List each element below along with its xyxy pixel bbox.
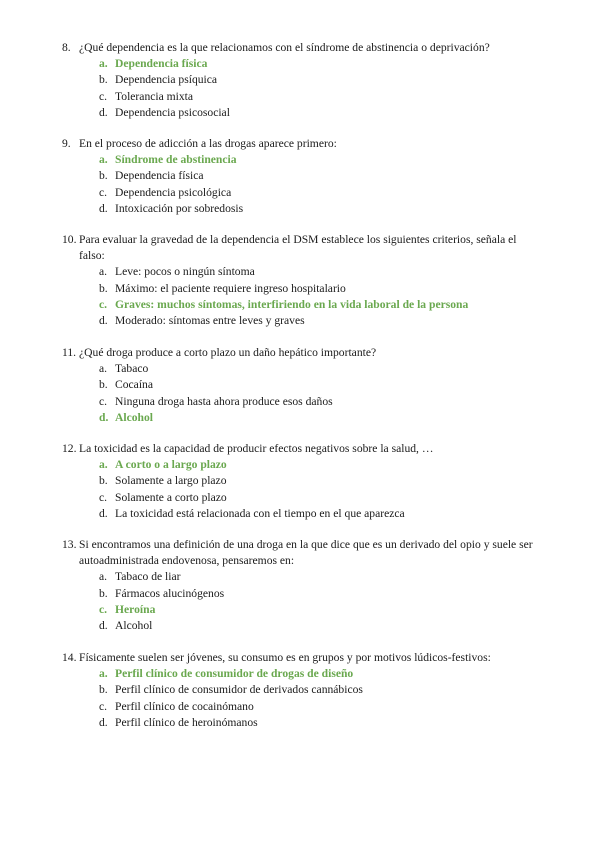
- answer-option: [62, 586, 544, 602]
- option-text: Solamente a largo plazo: [115, 474, 227, 488]
- answer-option-correct: [62, 410, 544, 426]
- question-number: 9.: [62, 137, 71, 150]
- question-block: [62, 537, 544, 634]
- question-text: [62, 650, 544, 666]
- answer-options: [62, 152, 544, 217]
- answer-options: [62, 361, 544, 426]
- option-text: La toxicidad está relacionada con el tiempo en el que aparezca: [115, 506, 405, 520]
- answer-option: [62, 264, 544, 280]
- answer-option: [62, 618, 544, 634]
- option-letter: d.: [99, 410, 109, 424]
- question-statement: En el proceso de adicción a las drogas aparece primero:: [79, 137, 337, 150]
- answer-options: [62, 56, 544, 121]
- answer-option: [62, 89, 544, 105]
- option-text: Síndrome de abstinencia: [115, 153, 237, 167]
- answer-option-correct: [62, 56, 544, 72]
- answer-option-correct: [62, 666, 544, 682]
- option-letter: a.: [99, 153, 108, 167]
- option-letter: d.: [99, 506, 108, 520]
- option-letter: a.: [99, 667, 108, 681]
- answer-option: [62, 105, 544, 121]
- option-letter: c.: [99, 297, 108, 311]
- option-letter: a.: [99, 57, 108, 71]
- option-letter: a.: [99, 362, 108, 376]
- option-letter: b.: [99, 474, 108, 488]
- option-text: Solamente a corto plazo: [115, 490, 227, 504]
- question-number: 8.: [62, 41, 71, 54]
- option-text: Tabaco: [115, 362, 149, 376]
- answer-option: [62, 313, 544, 329]
- question-text: [62, 441, 544, 457]
- question-statement: ¿Qué dependencia es la que relacionamos con el síndrome de abstinencia o deprivación?: [79, 41, 490, 54]
- answer-option: [62, 473, 544, 489]
- answer-options: [62, 457, 544, 522]
- option-text: A corto o a largo plazo: [115, 458, 227, 472]
- option-letter: a.: [99, 570, 108, 584]
- answer-option: [62, 490, 544, 506]
- question-text: [62, 136, 544, 152]
- option-text: Alcohol: [115, 619, 153, 633]
- option-letter: c.: [99, 89, 108, 103]
- option-letter: d.: [99, 314, 108, 328]
- option-text: Intoxicación por sobredosis: [115, 201, 244, 215]
- option-text: Tolerancia mixta: [115, 89, 194, 103]
- option-letter: b.: [99, 73, 108, 87]
- option-letter: d.: [99, 105, 108, 119]
- option-letter: d.: [99, 619, 108, 633]
- option-letter: a.: [99, 458, 108, 472]
- option-text: Fármacos alucinógenos: [115, 586, 225, 600]
- option-text: Leve: pocos o ningún síntoma: [115, 265, 255, 279]
- answer-option-correct: [62, 152, 544, 168]
- option-letter: c.: [99, 602, 108, 616]
- question-block: [62, 40, 544, 121]
- option-letter: b.: [99, 281, 108, 295]
- answer-option: [62, 394, 544, 410]
- option-letter: b.: [99, 378, 108, 392]
- option-letter: d.: [99, 715, 108, 729]
- option-text: Heroína: [115, 602, 156, 616]
- option-text: Tabaco de liar: [115, 570, 181, 584]
- option-letter: a.: [99, 265, 108, 279]
- option-text: Alcohol: [115, 410, 154, 424]
- answer-option: [62, 72, 544, 88]
- answer-option: [62, 715, 544, 731]
- option-text: Perfil clínico de consumidor de derivados cannábicos: [115, 683, 363, 697]
- answer-option: [62, 185, 544, 201]
- option-text: Perfil clínico de cocainómano: [115, 699, 254, 713]
- option-text: Perfil clínico de heroinómanos: [115, 715, 258, 729]
- question-text: [62, 40, 544, 56]
- answer-options: [62, 569, 544, 634]
- question-statement: Para evaluar la gravedad de la dependencia el DSM establece los siguientes criterios, señala el falso:: [79, 233, 517, 263]
- question-text: [62, 345, 544, 361]
- option-letter: b.: [99, 169, 108, 183]
- answer-option-correct: [62, 457, 544, 473]
- question-block: [62, 136, 544, 217]
- question-statement: Físicamente suelen ser jóvenes, su consumo es en grupos y por motivos lúdicos-festivos:: [79, 651, 491, 664]
- answer-option: [62, 361, 544, 377]
- answer-option: [62, 699, 544, 715]
- answer-option: [62, 506, 544, 522]
- question-number: 13.: [62, 538, 77, 551]
- option-letter: b.: [99, 683, 108, 697]
- option-letter: c.: [99, 185, 108, 199]
- option-letter: c.: [99, 699, 108, 713]
- answer-option-correct: [62, 602, 544, 618]
- option-text: Dependencia psíquica: [115, 73, 218, 87]
- question-number: 11.: [62, 346, 77, 359]
- answer-option: [62, 281, 544, 297]
- option-text: Graves: muchos síntomas, interfiriendo en la vida laboral de la persona: [115, 297, 469, 311]
- question-block: [62, 441, 544, 522]
- option-text: Dependencia física: [115, 169, 204, 183]
- question-text: [62, 232, 544, 264]
- answer-option: [62, 682, 544, 698]
- answer-option: [62, 377, 544, 393]
- answer-option: [62, 569, 544, 585]
- question-block: [62, 232, 544, 329]
- option-letter: b.: [99, 586, 108, 600]
- option-text: Dependencia psicosocial: [115, 105, 230, 119]
- option-text: Ninguna droga hasta ahora produce esos daños: [115, 394, 333, 408]
- question-block: [62, 650, 544, 731]
- question-number: 10.: [62, 233, 77, 246]
- question-statement: La toxicidad es la capacidad de producir efectos negativos sobre la salud, …: [79, 442, 434, 455]
- option-letter: d.: [99, 201, 108, 215]
- answer-option: [62, 168, 544, 184]
- answer-option: [62, 201, 544, 217]
- question-text: [62, 537, 544, 569]
- answer-options: [62, 264, 544, 329]
- option-text: Máximo: el paciente requiere ingreso hospitalario: [115, 281, 346, 295]
- option-text: Cocaína: [115, 378, 153, 392]
- option-letter: c.: [99, 490, 108, 504]
- question-statement: Si encontramos una definición de una droga en la que dice que es un derivado del opio y suele ser autoadministrada endovenosa, pensaremos en:: [79, 538, 533, 568]
- answer-options: [62, 666, 544, 731]
- option-text: Dependencia física: [115, 57, 208, 71]
- answer-option-correct: [62, 297, 544, 313]
- question-block: [62, 345, 544, 426]
- question-number: 12.: [62, 442, 77, 455]
- option-text: Perfil clínico de consumidor de drogas de diseño: [115, 667, 354, 681]
- question-number: 14.: [62, 651, 77, 664]
- option-letter: c.: [99, 394, 108, 408]
- option-text: Moderado: síntomas entre leves y graves: [115, 314, 305, 328]
- question-statement: ¿Qué droga produce a corto plazo un daño hepático importante?: [79, 346, 377, 359]
- option-text: Dependencia psicológica: [115, 185, 232, 199]
